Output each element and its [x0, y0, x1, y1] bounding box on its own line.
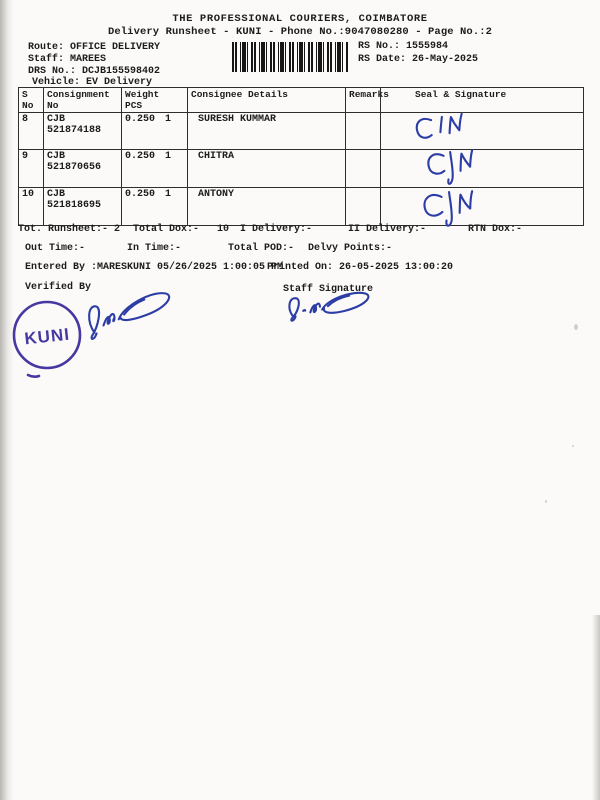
header-pcs: PCS — [125, 100, 143, 111]
total-dox-value: 10 — [217, 224, 230, 235]
cell-pcs: 1 — [165, 189, 172, 200]
company-title: THE PROFESSIONAL COURIERS, COIMBATORE — [172, 13, 428, 25]
header-seal-signature: Seal & Signature — [381, 88, 584, 113]
delvy-points: Delvy Points:- — [308, 243, 393, 254]
cell-consignee: SURESH KUMMAR — [188, 113, 346, 150]
printed-on-label: Printed On: — [267, 262, 334, 273]
cell-consignment-no: CJB 521818695 — [44, 188, 122, 226]
table-row — [19, 113, 584, 150]
drs-value: DCJB155598402 — [82, 66, 161, 77]
table-row — [19, 150, 584, 188]
drs-label: DRS No.: — [28, 66, 77, 77]
cell-consignment-no: CJB 521874188 — [44, 113, 122, 150]
entered-by — [25, 262, 283, 274]
rs-no-line — [358, 41, 448, 53]
cell-weight: 0.250 — [125, 114, 156, 125]
entered-by-label: Entered By : — [25, 262, 98, 273]
cell-consignee: CHITRA — [188, 150, 346, 188]
header-consignment-no: Consignment No — [44, 88, 122, 113]
ii-delivery — [348, 224, 426, 236]
header-remarks: Remarks — [346, 88, 381, 113]
cell-s-no: 9 — [19, 150, 44, 188]
cell-s-no: 10 — [19, 188, 44, 226]
header-s-no: S No — [19, 88, 44, 113]
cell-weight-pcs — [122, 113, 188, 150]
in-time: In Time:- — [127, 243, 182, 254]
stamp-text: KUNI — [23, 324, 71, 349]
cell-weight-pcs — [122, 188, 188, 226]
rtn-dox-label: RTN Dox:- — [468, 224, 523, 235]
table-header-row — [19, 88, 584, 113]
rs-no-value: 1555984 — [406, 41, 449, 52]
staff-label: Staff: — [28, 54, 65, 65]
rs-date-value: 26-May-2025 — [412, 54, 479, 65]
total-pod: Total POD:- — [228, 243, 295, 254]
scan-speck — [574, 324, 578, 330]
route-label: Route: — [28, 42, 65, 53]
cell-pcs: 1 — [165, 151, 172, 162]
tot-runsheet-value: 2 — [114, 224, 121, 235]
route-line — [28, 42, 160, 54]
staff-signature — [281, 288, 378, 327]
header-weight-pcs — [122, 88, 188, 113]
ii-delivery-label: II Delivery:- — [348, 224, 427, 235]
i-delivery — [240, 224, 312, 236]
tot-runsheet — [18, 224, 120, 236]
total-dox — [133, 224, 229, 236]
cell-s-no: 8 — [19, 113, 44, 150]
cell-remarks — [346, 150, 381, 188]
printed-on — [267, 262, 453, 274]
scan-right-edge-shadow — [592, 615, 600, 800]
table-row — [19, 188, 584, 226]
cell-weight: 0.250 — [125, 151, 156, 162]
vehicle-label: Vehicle: — [32, 77, 81, 88]
printed-on-value: 26-05-2025 13:00:20 — [339, 262, 454, 273]
cell-remarks — [346, 113, 381, 150]
rs-no-label: RS No.: — [358, 41, 401, 52]
cell-weight: 0.250 — [125, 189, 156, 200]
scan-left-edge-shadow — [0, 0, 14, 800]
cell-seal-signature — [381, 188, 584, 226]
staff-line — [28, 54, 106, 66]
scan-speck — [545, 500, 547, 503]
scan-speck — [572, 445, 574, 447]
total-dox-label: Total Dox:- — [133, 224, 200, 235]
rs-date-line — [358, 54, 478, 66]
barcode-icon — [232, 42, 348, 72]
vehicle-value: EV Delivery — [86, 77, 153, 88]
verified-by-signature — [77, 282, 178, 345]
verified-by-label: Verified By — [25, 282, 92, 293]
header-consignee: Consignee Details — [188, 88, 346, 113]
tot-runsheet-label: Tot. Runsheet:- — [18, 224, 109, 235]
cell-remarks — [346, 188, 381, 226]
entered-by-value: MARESKUNI 05/26/2025 1:00:05 PM — [97, 262, 284, 273]
i-delivery-label: I Delivery:- — [240, 224, 313, 235]
cell-seal-signature — [381, 150, 584, 188]
staff-value: MAREES — [70, 54, 107, 65]
handwritten-cin-row8 — [410, 109, 473, 147]
rtn-dox — [468, 224, 522, 236]
header-weight: Weight — [125, 89, 160, 100]
route-value: OFFICE DELIVERY — [70, 42, 161, 53]
consignment-table — [18, 87, 584, 226]
stamp-smudge — [28, 375, 39, 377]
cell-consignee: ANTONY — [188, 188, 346, 226]
cell-consignment-no: CJB 521870656 — [44, 150, 122, 188]
cell-weight-pcs — [122, 150, 188, 188]
rs-date-label: RS Date: — [358, 54, 407, 65]
runsheet-subtitle: Delivery Runsheet - KUNI - Phone No.:9047080280 - Page No.:2 — [107, 26, 493, 38]
out-time: Out Time:- — [25, 243, 86, 254]
cell-pcs: 1 — [165, 114, 172, 125]
staff-signature-label: Staff Signature — [283, 284, 374, 295]
